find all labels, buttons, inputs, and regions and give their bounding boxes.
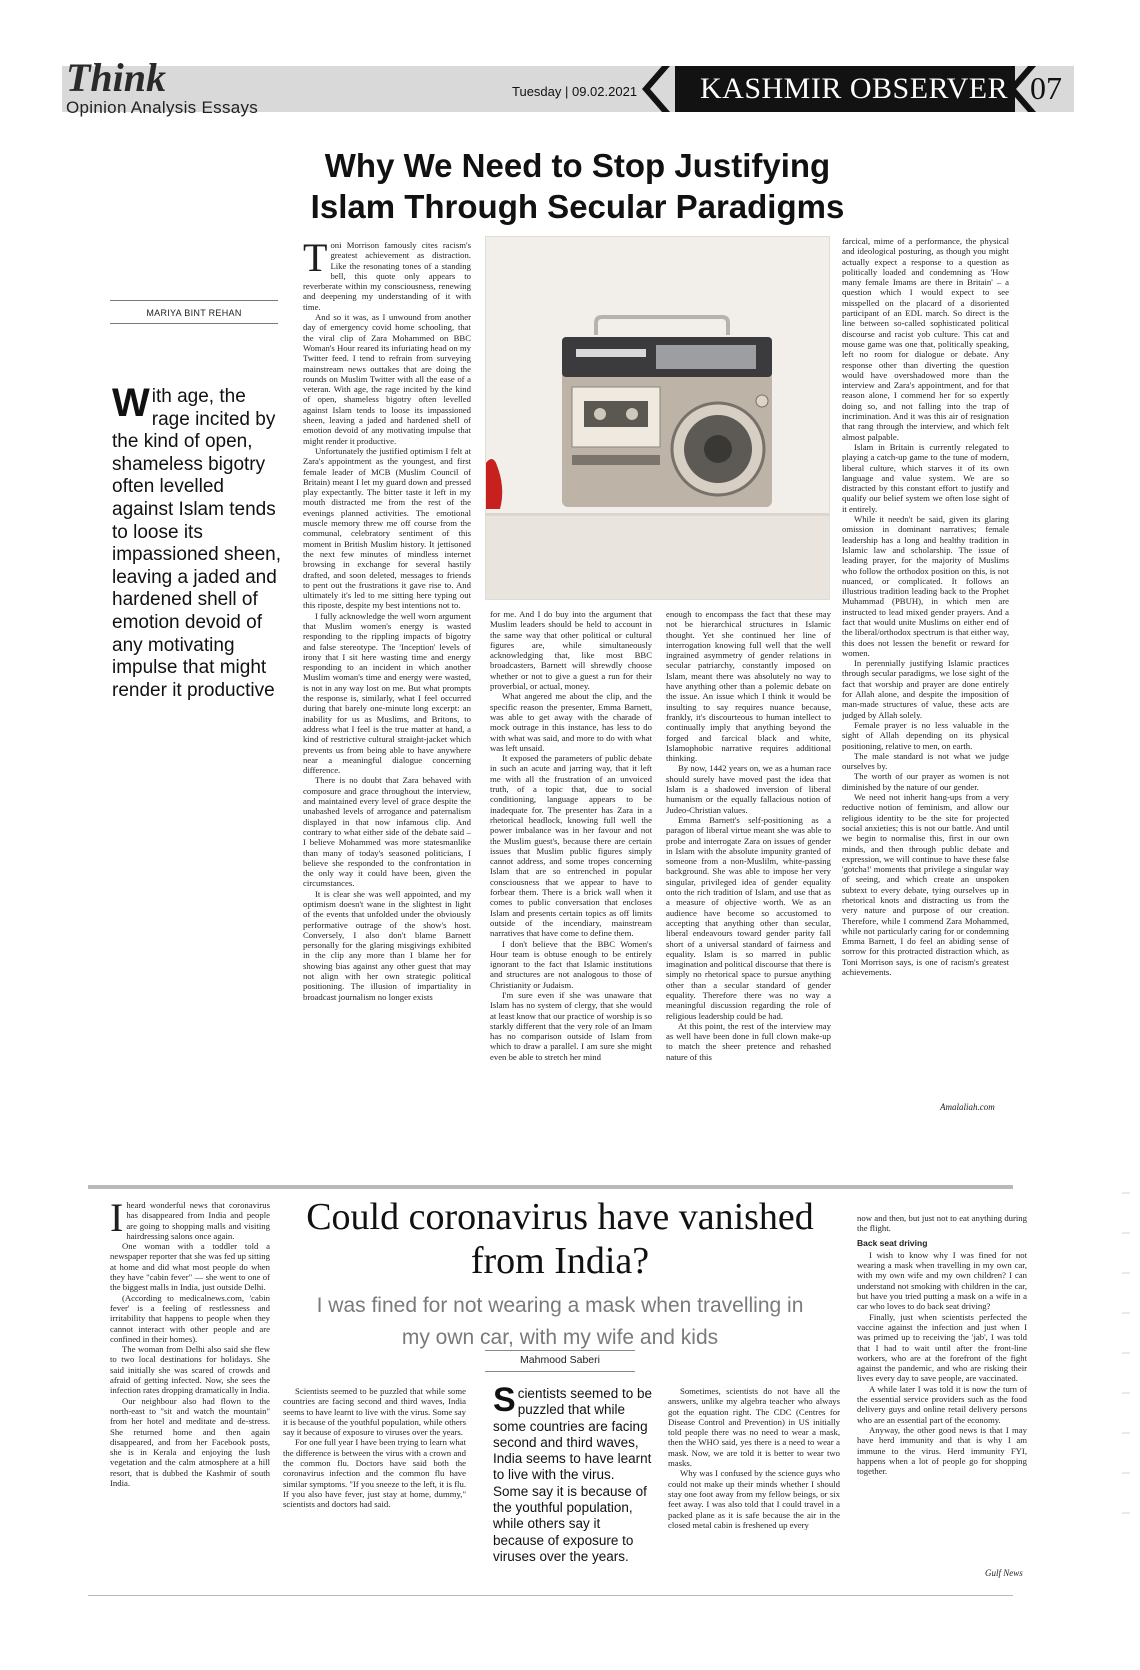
paragraph: I fully acknowledge the well worn argument that Muslim women's energy is wasted responding to the rippling impacts of bigotry and false stereotype. The 'Inception' levels of irony that I sit here wasting time and energy responding to an incident in which another Muslim woman's time and energy were wasted, is not in any way lost on me. But what prompts the response is, similarly, what I feel occurred during that barely one-minute long excerpt: an inability for us as Muslims, and Britons, to address what I feel is the true matter at hand, a kind of restrictive cultural straight-jacket which prevents us from being able to have anywhere near a meaningful dialogue concerning difference. — [303, 610, 471, 776]
paragraph: enough to encompass the fact that these may not be hierarchical structures in Islamic thought. Yet she continued her line of interrogation knowing full well that the well ingrained asymmetry of gender relations in secular patriarchy, constantly imposed on Islam, meant there was absolutely no way to have anything other than a polemic debate on the issue. An issue which I think it would be insulting to say requires nuance because, frankly, it's discourteous to human intellect to continually imply that anything beyond the forged and farcical black and white, Islamophobic narrative requires additional thinking. — [666, 609, 831, 764]
chevron-left-icon — [640, 66, 670, 112]
divider — [485, 1350, 635, 1351]
section-divider — [88, 1185, 1013, 1189]
drop-cap: I — [110, 1200, 124, 1240]
paragraph: It is clear she was well appointed, and my optimism doesn't wane in the slightest in light of the events that unfolded under the obviously performative outrage of the show's host. Conversely, I also don't blame Barnett personally for the glaring misgivings exhibited in the clip any more than I blame her for showing bias against any other guest that may not align with her own strategic political positioning. The illusion of impartiality in broadcast journalism no longer exists — [303, 888, 471, 1002]
paragraph: I'm sure even if she was unaware that Islam has no system of clergy, that she would at least know that our practice of worship is so starkly different that the very role of an Imam has no comparison outside of Islam from which to draw a parallel. I am sure she might even be able to stretch her mind — [490, 989, 652, 1062]
paragraph: At this point, the rest of the interview may as well have been done in full clown make-up to match the sheer pretence and rehashed nature of this — [666, 1020, 831, 1062]
paragraph: now and then, but just not to eat anything during the flight. — [857, 1213, 1027, 1234]
crop-marks — [1122, 1188, 1130, 1548]
pull-quote-text: ith age, the rage incited by the kind of open, shameless bigotry often levelled against Islam tends to loose its impassioned sheen, leaving a jaded and hardened shell of emotion devoid of any motivating impulse that might render it productive — [112, 386, 281, 701]
divider — [110, 323, 278, 324]
pull-quote — [112, 381, 282, 702]
paragraph: Our neighbour also had flown to the north-east to "sit and watch the mountain" from her hotel and meditate and de-stress. She returned home and then again disappeared, and from her Facebook posts, she is in Kerala and enjoying the lush vegetation and the calm atmosphere at a hill resort, that is dubbed the Kashmir of south India. — [110, 1395, 270, 1489]
paragraph: farcical, mime of a performance, the physical and ideological posturing, as though you might actually expect a response to a question as politically loaded and condemning as 'How many female Imams are there in Britain' – a question which I would expect to see misspelled on the placard of a disoriented participant of an EDL march. So direct is the line between so-called sophisticated political discourse and racist yob culture. This cat and mouse game was one that, politically speaking, left no room for dialogue or debate. Any response other than diverting the question would have overshadowed more than the interview and Zara's appointment, and for that reason alone, I commend her for so expertly doing so, and not falling into the trap of incrimination. And it was this air of resignation that rang through the interview, and which felt almost palpable. — [842, 236, 1009, 442]
paragraph: Why was I confused by the science guys who could not make up their minds whether I should stay one foot away from my fellow beings, or six feet away. I was also told that I could travel in a packed plane as it is safe because the air in the closed metal cabin is freshened up every — [668, 1468, 840, 1530]
issue-date: Tuesday | 09.02.2021 — [512, 84, 638, 99]
article-column-1 — [303, 240, 471, 1135]
article-column-3 — [668, 1386, 840, 1581]
article-column-2 — [283, 1386, 466, 1581]
paragraph: I don't believe that the BBC Women's Hour team is obtuse enough to be entirely ignorant to the fact that Islamic institutions and structures are not analogous to those of Christianity or Judaism. — [490, 938, 652, 990]
article-byline: Mahmood Saberi — [520, 1354, 600, 1366]
article-column-1 — [110, 1200, 270, 1580]
paragraph: Anyway, the other good news is that I may have herd immunity and that is why I am immune to the virus. Herd immunity FYI, happens when a lot of people go for shopping together. — [857, 1424, 1027, 1477]
paragraph: In perennially justifying Islamic practices through secular paradigms, we lose sight of the fact that worship and prayer are done entirely for Allah alone, and despite the imposition of man-made structures of value, these acts are judged by Allah solely. — [842, 658, 1009, 720]
article-photo — [485, 236, 830, 600]
source-credit: Gulf News — [985, 1568, 1023, 1578]
article-column-4 — [842, 236, 1009, 1116]
article-column-3 — [666, 609, 831, 1136]
paragraph: Scientists seemed to be puzzled that while some countries are facing second and third waves, India seems to have learnt to live with the virus. Some say it is because of the youthful population, while others say it because of exposure to viruses over the years. — [283, 1386, 466, 1438]
paragraph: The worth of our prayer as women is not diminished by the nature of our gender. — [842, 771, 1009, 792]
paragraph: We need not inherit hang-ups from a very reductive notion of feminism, and allow our religious identity to be the site for projected social anxieties; this is not our battle. And until we begin to normalise this, first in our own minds, and then through public debate and expression, we will continue to have these false 'gotcha!' moments that privilege a singular way of seeing, and which create an unspoken subtext to every debate, tying ourselves up in rhetorical knots and distracting us from the very nature and purpose of our creation. Therefore, while I commend Zara Mohammed, while not particularly caring for or condemning Emma Barnett, I do feel an abiding sense of sorrow for this protracted distraction which, as Toni Morrison says, is one of racism's greatest achievements. — [842, 792, 1009, 978]
page-bottom-rule — [88, 1595, 1013, 1596]
pull-quote — [493, 1381, 653, 1565]
paragraph: For one full year I have been trying to learn what the difference is between the virus with a crown and the common flu. Doctors have said both the coronavirus infection and the common flu have similar symptoms. "If you sneeze to the left, it is flu. If you also have fever, just stay at home, dummy," scientists and doctors had said. — [283, 1437, 466, 1510]
radio-illustration — [486, 237, 830, 600]
article-byline: MARIYA BINT REHAN — [146, 308, 242, 318]
paragraph: While it needn't be said, given its glaring omission in dominant narratives; female leadership has a long and healthy tradition in Islamic law and scholarship. The issue of leading prayer, for the majority of Muslims who follow the orthodox position on this, is not nuanced, or complicated. It follows an illustrious tradition leading back to the Prophet Muhammad (PBUH), in which men are instructed to lead mixed gender prayers. And a fact that would unite Muslims on either end of the liberal/orthodox spectrum is that either way, this does not lessen the benefit or reward for women. — [842, 514, 1009, 658]
article-subheadline: I was fined for not wearing a mask when travelling in my own car, with my wife and kids — [316, 1294, 804, 1349]
page-number: 07 — [1030, 70, 1062, 106]
section-subhead: Back seat driving — [857, 1237, 928, 1248]
paragraph: oni Morrison famously cites racism's greatest achievement as distraction. Like the resonating tones of a standing bell, this quote only appears to reverberate within my consciousness, renewing and deepening my understanding of it with time. — [303, 240, 471, 312]
newspaper-name: KASHMIR OBSERVER — [700, 72, 1009, 105]
source-credit: Amalaliah.com — [940, 1102, 995, 1112]
drop-cap: T — [303, 240, 328, 280]
paragraph: for me. And I do buy into the argument that Muslim leaders should be held to account in the same way that other political or cultural figures are, while simultaneously acknowledging that, like most BBC broadcasters, Barnett will shrewdly choose whether or not to give a guest a run for their proverbial, or actual, money. — [490, 609, 652, 692]
paragraph: Islam in Britain is currently relegated to playing a catch-up game to the tune of modern, liberal culture, which starves it of its own language and value system. We are so distracted by this constant effort to justify and qualify our belief system we often lose sight of it entirely. — [842, 441, 1009, 514]
paragraph: It exposed the parameters of public debate in such an acute and jarring way, that it left me with all the frustration of an unvoiced truth, of a topic that, due to social conditioning, language appears to be inadequate for. The presenter has Zara in a rhetorical headlock, knowing full well the power imbalance was in her favour and not the Muslim guest's, because there are certain issues that Muslim public figures simply cannot address, and some tropes concerning Islam that are so entrenched in popular consciousness that we appear to have to forbear them. There is a brick wall when it comes to public conversation that encloses Islam and presents certain topics as off limits outside of the incendiary, mainstream narratives that have come to define them. — [490, 753, 652, 939]
pull-quote-text: cientists seemed to be puzzled that while some countries are facing second and third waves, India seems to have learnt to live with the virus. Some say it is because of the youthful population, while others say it because of exposure to viruses over the years. — [493, 1386, 653, 1564]
section-subtitle: Opinion Analysis Essays — [66, 98, 259, 117]
paragraph: What angered me about the clip, and the specific reason the presenter, Emma Barnett, was able to get away with the charade of mock outrage in this instance, has less to do with what was said, and more to do with what was left unsaid. — [490, 691, 652, 753]
paragraph: A while later I was told it is now the turn of the essential service providers such as the food delivery guys and online retail delivery persons who are an essential part of the economy. — [857, 1383, 1027, 1425]
article-column-4 — [857, 1213, 1027, 1568]
paragraph: One woman with a toddler told a newspaper reporter that she was fed up sitting at home and did what most people do when they have "cabin fever" — she went to one of the biggest malls in India, just outside Delhi. — [110, 1241, 270, 1293]
paragraph: Female prayer is no less valuable in the sight of Allah depending on its physical positioning, relative to men, on earth. — [842, 719, 1009, 751]
divider — [485, 1371, 635, 1372]
pull-quote-initial: W — [112, 381, 150, 425]
paragraph: The male standard is not what we judge ourselves by. — [842, 750, 1009, 772]
paragraph: Unfortunately the justified optimism I felt at Zara's appointment as the youngest, and first female leader of MCB (Muslim Council of Britain) meant I let my guard down and pressed play expectantly. The bitter taste it left in my mouth distracted me from the rest of the evenings planned activities. The emotional muscle memory threw me off course from the communal, celebratory sentiment of this moment in British Muslim history. It jettisoned the next few minutes of mindless internet browsing in exchange for several hastily drafted, and soon deleted, messages to friends to pent out the frustrations it gave rise to. And ultimately it's led to me sitting here typing out this riposte, despite my best intentions not to. — [303, 445, 471, 611]
paragraph: By now, 1442 years on, we as a human race should surely have moved past the idea that Islam is a shadowed inversion of liberal humanism or the equally fallacious notion of Judeo-Christian values. — [666, 763, 831, 815]
pull-quote-initial: S — [493, 1381, 516, 1419]
paragraph: And so it was, as I unwound from another day of emergency covid home schooling, that the viral clip of Zara Mohammed on BBC Woman's Hour reared its infuriating head on my Twitter feed. I tend to refrain from surveying mainstream news outtakes that are doing the rounds on Muslim Twitter with all the ease of a veteran. With age, the rage incited by the kind of open, shameless bigotry often levelled against Islam tends to loose its impassioned sheen, leaving a jaded and hardened shell of emotion devoid of any motivating impulse that might render it productive. — [303, 312, 471, 446]
paragraph: The woman from Delhi also said she flew to two local destinations for holidays. She said initially she was scared of crowds and afraid of getting infected. Now, she sees the infection rates dropping dramatically in India. — [110, 1344, 270, 1396]
divider — [110, 300, 278, 301]
article-column-2 — [490, 609, 652, 1136]
section-title: Think — [66, 55, 167, 100]
paragraph: (According to medicalnews.com, 'cabin fever' is a feeling of restlessness and irritability that happens to people when they cannot interact with other people and are confined in their homes). — [110, 1292, 270, 1344]
article-headline: Why We Need to Stop Justifying Islam Through Secular Paradigms — [310, 147, 845, 225]
paragraph: Emma Barnett's self-positioning as a paragon of liberal virtue meant she was able to probe and interrogate Zara on issues of gender in Islam with the absolute impunity granted of someone from a non-Muslilm, white-passing background. She was able to impose her very singular, privileged idea of gender equality onto the rich tradition of Islam, and use that as a measure of objective worth. We as an audience have become so accustomed to accepting that anything other than secular, liberal endeavours toward gender parity fall short of a universal standard of fairness and equality. Islam is so marred in public imagination and political discourse that there is simply no rhetorical space to pursue anything other than a secular standard of gender equality. Therefore there was no way a meaningful discussion regarding the role of religious leadership could be had. — [666, 814, 831, 1021]
paragraph: I wish to know why I was fined for not wearing a mask when travelling in my own car, with my own wife and my own children? I can understand not smoking with children in the car, but have you tried putting a mask on a wife in a car who loves to do back seat driving? — [857, 1249, 1027, 1312]
paragraph: Finally, just when scientists perfected the vaccine against the infection and just when I was primed up to receiving the 'jab', I was told that I had to wait until after the front-line workers, who are at the forefront of the fight against the pandemic, and who are risking their lives every day to save people, are vaccinated. — [857, 1311, 1027, 1384]
paragraph: heard wonderful news that coronavirus has disappeared from India and people are going to shopping malls and visiting hairdressing salons once again. — [126, 1200, 270, 1241]
paragraph: Sometimes, scientists do not have all the answers, unlike my algebra teacher who always got the equation right. The CDC (Centres for Disease Control and Prevention) in US initially told people there was no need to wear a mask, then the WHO said, yes there is a need to wear a mask. Now, we are told it is better to wear two masks. — [668, 1386, 840, 1469]
article-headline: Could coronavirus have vanished from India? — [306, 1196, 814, 1282]
paragraph: There is no doubt that Zara behaved with composure and grace throughout the interview, and maintained every level of grace despite the unabashed levels of arrogance and paternalism displayed in that now infamous clip. And contrary to what either side of the debate said – I believe Mohammed was more statesmanlike than many of today's seasoned politicians, I believe she responded to the confrontation in the only way it could have been, given the circumstances. — [303, 775, 471, 889]
